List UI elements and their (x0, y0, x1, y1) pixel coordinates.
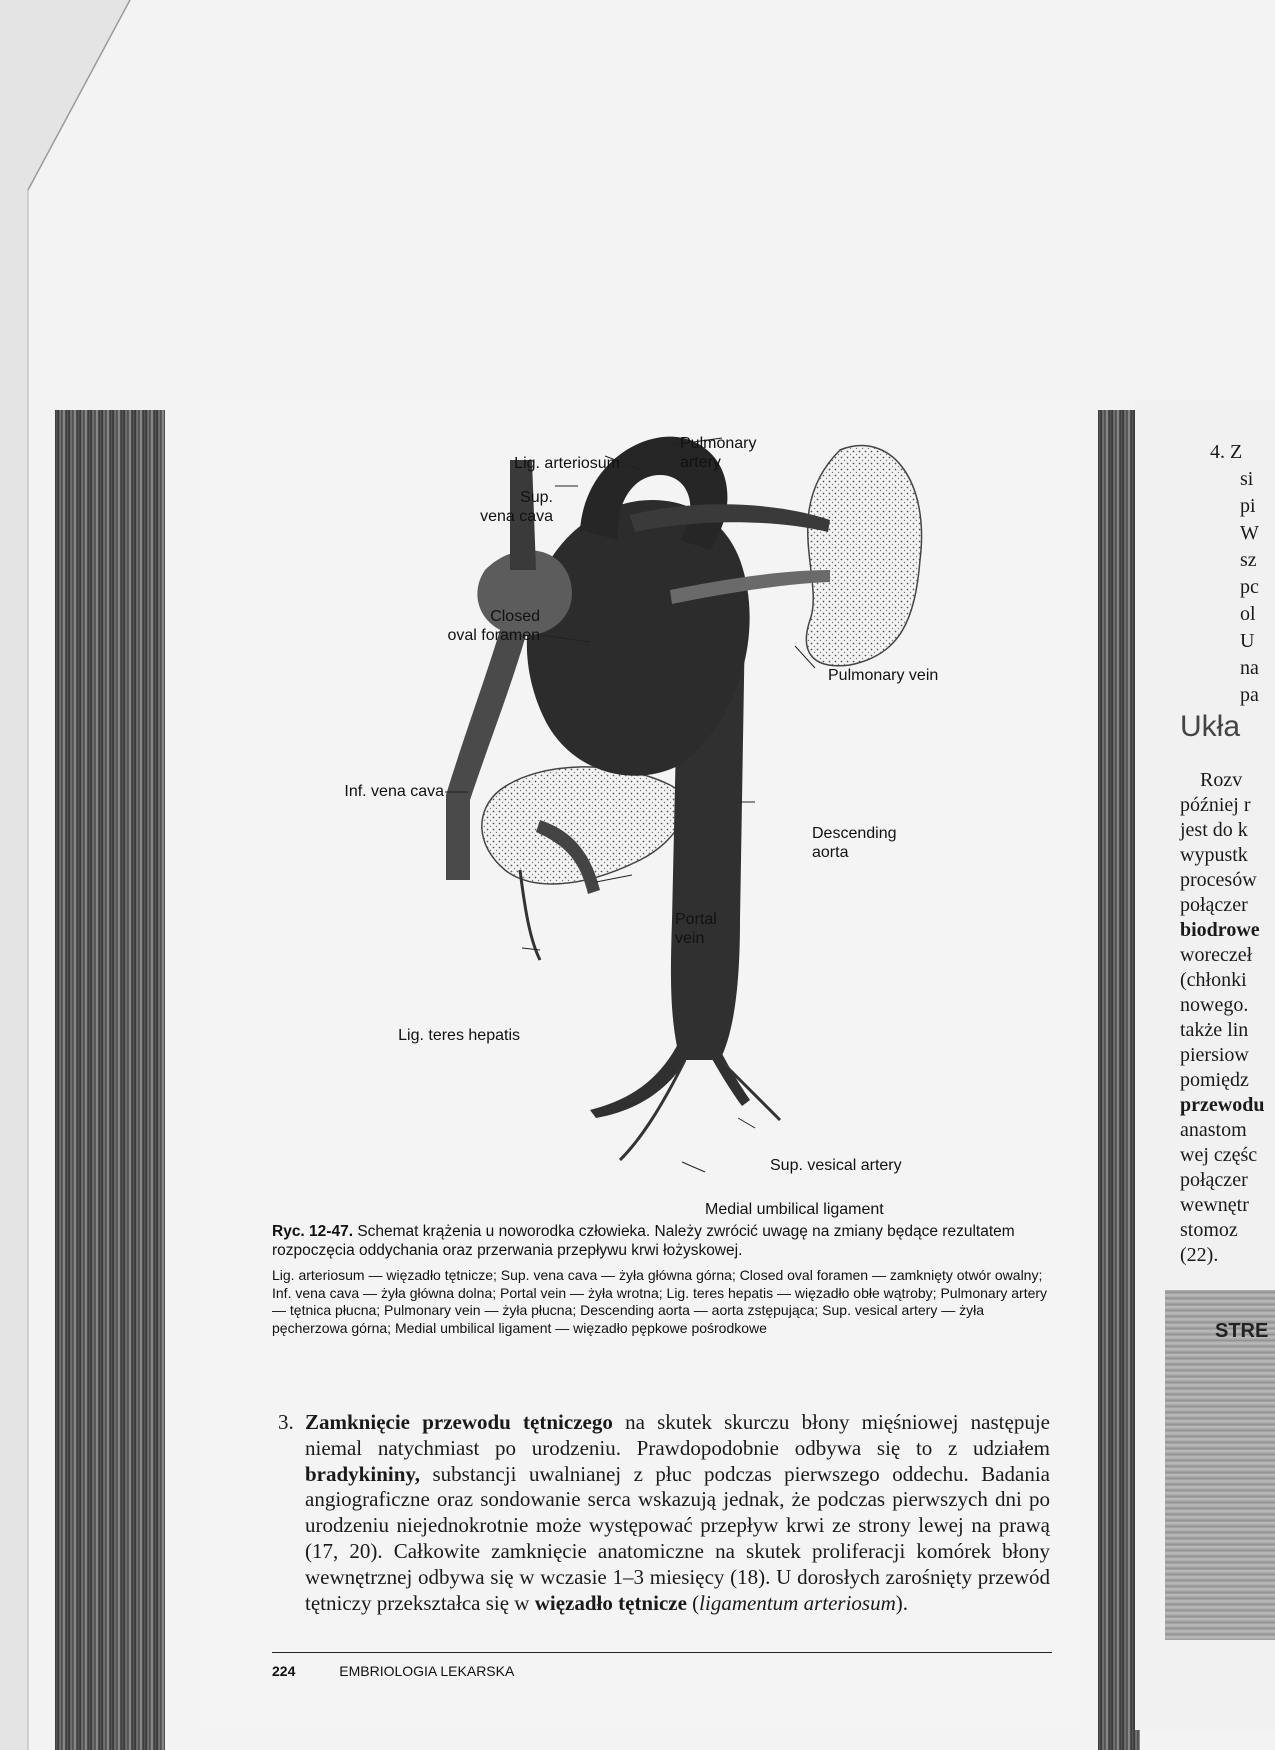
book-title: EMBRIOLOGIA LEKARSKA (339, 1663, 515, 1679)
rc-line: W (1240, 522, 1259, 544)
caption-text: Schemat krążenia u noworodka człowieka. Należy zwrócić uwagę na zmiany będące rezultatem rozpoczęcia oddychania oraz przerwania przepływu krwi łożyskowej. (272, 1223, 1015, 1259)
term-ductus-closure: Zamknięcie przewodu tętniczego (305, 1410, 613, 1434)
label-pulmonary-artery: Pulmonary artery (680, 435, 757, 471)
rc-para-line: jest do k (1180, 819, 1248, 841)
label-portal-vein: Portal vein (675, 911, 717, 947)
caption-legend: Lig. arteriosum — więzadło tętnicze; Sup. vena cava — żyła główna górna; Closed oval foramen — zamknięty otwór owalny; Inf. vena cava — żyła główna dolna; Portal vein — żyła wrotna; Lig. teres hepatis — więzadło obłe wątroby; Pulmonary artery — tętnica płucna; Pulmonary vein — żyła płucna; Descending aorta — aorta zstępująca; Sup. vesical artery — żyła pęcherzowa górna; Medial umbilical ligament — więzadło pępkowe pośrodkowe (272, 1267, 1048, 1336)
caption-label: Ryc. 12-47. (272, 1223, 353, 1240)
body-text-1: na skutek skurczu błony mięśniowej następuje niemal natychmiast po urodzeniu. Prawdopodobnie odbywa się to z udziałem (305, 1410, 1050, 1460)
body-text-3: ( (686, 1590, 700, 1615)
rc-para-line: procesów (1180, 869, 1257, 891)
body-text-2: substancji uwalnianej z płuc podczas pierwszego oddechu. Badania angiograficzne oraz sondowanie serca wskazują jednak, że podczas pierwszych dni po urodzeniu niejednokrotnie może występować przepływ krwi ze strony lewej na prawą (17, 20). Całkowite zamknięcie anatomiczne na skutek proliferacji komórek błony wewnętrznej odbywa się w wczasie 1–3 miesięcy (18). U dorosłych zarośnięty przewód tętniczy przekształca się w (305, 1461, 1050, 1615)
rc-para-line: (chłonki (1180, 969, 1247, 991)
rc-heading: Ukła (1180, 710, 1241, 743)
aorta-branch-right (706, 1040, 750, 1106)
gutter-scan-shadow (1098, 410, 1140, 1750)
rc-para-line: (22). (1180, 1244, 1219, 1266)
rc-line: ol (1240, 603, 1256, 625)
rc-para-line: stomoz (1180, 1219, 1238, 1241)
rc-para-line: nowego. (1180, 994, 1249, 1016)
rc-para-line: woreczeł (1180, 944, 1253, 966)
item-number: 3. (278, 1410, 294, 1434)
body-paragraph (278, 1410, 1050, 1616)
label-closed-oval-foramen: Closed oval foramen (447, 608, 540, 644)
label-lig-teres-hepatis: Lig. teres hepatis (398, 1027, 520, 1044)
sup-vesical-artery-path (720, 1060, 780, 1120)
rc-line: sz (1240, 549, 1257, 571)
rc-line: U (1240, 630, 1255, 652)
page-footer (272, 1652, 1052, 1679)
figure-caption (272, 1222, 1060, 1337)
rc-para-line: wypustk (1180, 844, 1248, 866)
rc-para-line: wej częśc (1180, 1144, 1258, 1166)
label-descending-aorta: Descending aorta (812, 825, 897, 861)
rc-para-line: przewodu (1180, 1094, 1265, 1116)
rc-line: si (1240, 468, 1254, 490)
page-number: 224 (272, 1663, 296, 1679)
rc-para-line: anastom (1180, 1119, 1247, 1141)
term-ligament: więzadło tętnicze (534, 1590, 687, 1615)
label-pulmonary-vein: Pulmonary vein (828, 667, 939, 684)
rc-line: pa (1240, 684, 1259, 706)
rc-para-line: później r (1180, 794, 1251, 816)
label-sup-vesical-artery: Sup. vesical artery (770, 1157, 902, 1174)
rc-para-line: połączer (1180, 1169, 1248, 1191)
left-scan-shadow (55, 410, 165, 1750)
rc-line: pi (1240, 495, 1256, 517)
rc-para-line: pomiędz (1180, 1069, 1249, 1091)
rc-line: 4. Z (1210, 441, 1243, 463)
next-page-fragment (1135, 400, 1275, 1730)
summary-box (1165, 1290, 1275, 1640)
circulation-figure (240, 420, 1080, 1230)
rc-line: na (1240, 657, 1259, 679)
rc-para-line: połączer (1180, 894, 1248, 916)
rc-para-line: piersiow (1180, 1044, 1249, 1066)
label-sup-vena-cava: Sup. vena cava (480, 489, 553, 525)
rc-para-line: biodrowe (1180, 919, 1260, 941)
rc-para-line: także lin (1180, 1019, 1249, 1041)
body-text-4: ). (895, 1590, 908, 1615)
lung-shape (806, 446, 921, 666)
heart-circulation-diagram (240, 420, 1080, 1230)
term-latin: ligamentum arteriosum (699, 1590, 896, 1615)
label-lig-arteriosum: Lig. arteriosum (514, 455, 620, 472)
rc-para-line: Rozv (1200, 769, 1243, 791)
term-bradykinin: bradykininy, (305, 1461, 420, 1486)
medial-umbilical-path (620, 1060, 685, 1160)
summary-box-title: STRE (1215, 1320, 1269, 1342)
label-medial-umbilical-ligament: Medial umbilical ligament (705, 1201, 884, 1218)
rc-para-line: wewnętr (1180, 1194, 1249, 1216)
rc-line: pc (1240, 576, 1259, 598)
label-inf-vena-cava: Inf. vena cava (344, 783, 444, 800)
